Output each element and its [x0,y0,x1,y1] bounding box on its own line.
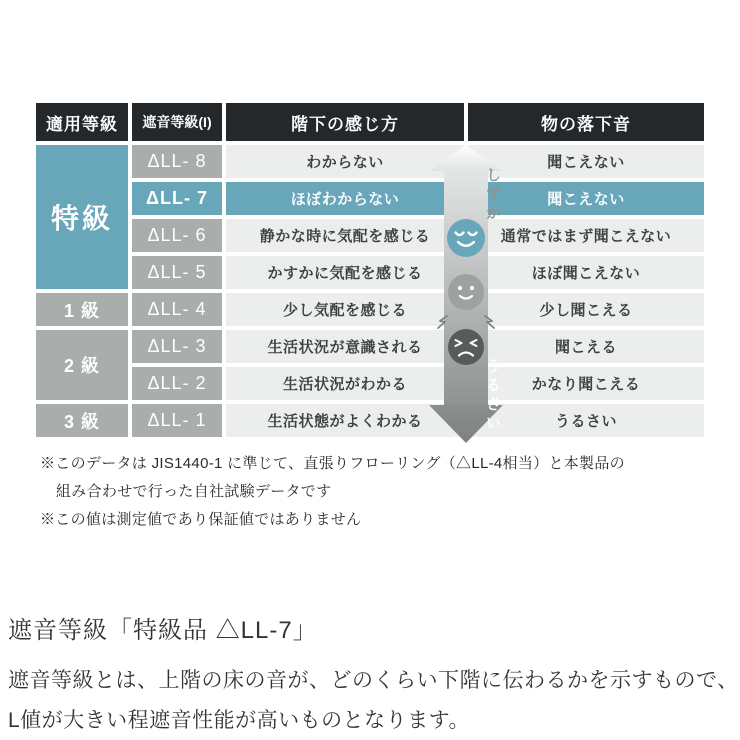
footnote-line: 組み合わせで行った自社試験データです [56,483,332,500]
drop-cell: かなり聞こえる [468,367,704,400]
ll-cell: ΔLL- 1 [132,404,222,437]
drop-cell: 聞こえない [468,145,704,178]
drop-cell-highlighted: 聞こえない [468,182,704,215]
header-object-drop-sound: 物の落下音 [468,103,704,141]
header-insulation-grade: 遮音等級(I) [132,103,222,141]
footnotes [40,450,625,534]
feel-cell: 生活状況がわかる [226,367,464,400]
tremor-mark-icon [437,315,449,329]
section-heading: 遮音等級「特級品 △LL-7」 [8,617,318,644]
sound-insulation-table [36,103,704,437]
feel-cell: 静かな時に気配を感じる [226,219,464,252]
grade-cell-special: 特級 [36,145,128,289]
drop-cell: うるさい [468,404,704,437]
feel-cell: 生活状態がよくわかる [226,404,464,437]
ll-cell: ΔLL- 5 [132,256,222,289]
feel-cell: 少し気配を感じる [226,293,464,326]
drop-cell: 少し聞こえる [468,293,704,326]
quiet-label: しずか [484,167,501,224]
footnote-line: ※このデータは JIS1440-1 に準じて、直張りフローリング（△LL-4相当）と本製品の [40,455,625,472]
happy-face-icon [446,218,486,258]
noisy-label: うるさい [484,358,501,434]
feel-cell: 生活状況が意識される [226,330,464,363]
ll-cell: ΔLL- 8 [132,145,222,178]
grade-cell-1: 1 級 [36,293,128,326]
drop-cell: 通常ではまず聞こえない [468,219,704,252]
footnote-line: ※この値は測定値であり保証値ではありません [40,511,362,528]
ll-cell-highlighted: ΔLL- 7 [132,182,222,215]
feel-cell: かすかに気配を感じる [226,256,464,289]
grade-cell-3: 3 級 [36,404,128,437]
tremor-mark-icon [483,315,495,329]
ll-cell: ΔLL- 2 [132,367,222,400]
drop-cell: ほぼ聞こえない [468,256,704,289]
neutral-face-icon [446,272,486,312]
feel-cell-highlighted: ほぼわからない [226,182,464,215]
loudness-arrow [429,145,503,443]
body-line: L値が大きい程遮音性能が高いものとなります。 [8,709,470,732]
feel-cell: わからない [226,145,464,178]
section-body [8,661,739,740]
grade-cell-2: 2 級 [36,330,128,400]
ll-cell: ΔLL- 3 [132,330,222,363]
annoyed-face-icon [446,327,486,367]
drop-cell: 聞こえる [468,330,704,363]
body-line: 遮音等級とは、上階の床の音が、どのくらい下階に伝わるかを示すもので、 [8,669,739,692]
header-downstairs-feel: 階下の感じ方 [226,103,464,141]
ll-cell: ΔLL- 4 [132,293,222,326]
ll-cell: ΔLL- 6 [132,219,222,252]
description-section [8,610,739,740]
header-application-grade: 適用等級 [36,103,128,141]
